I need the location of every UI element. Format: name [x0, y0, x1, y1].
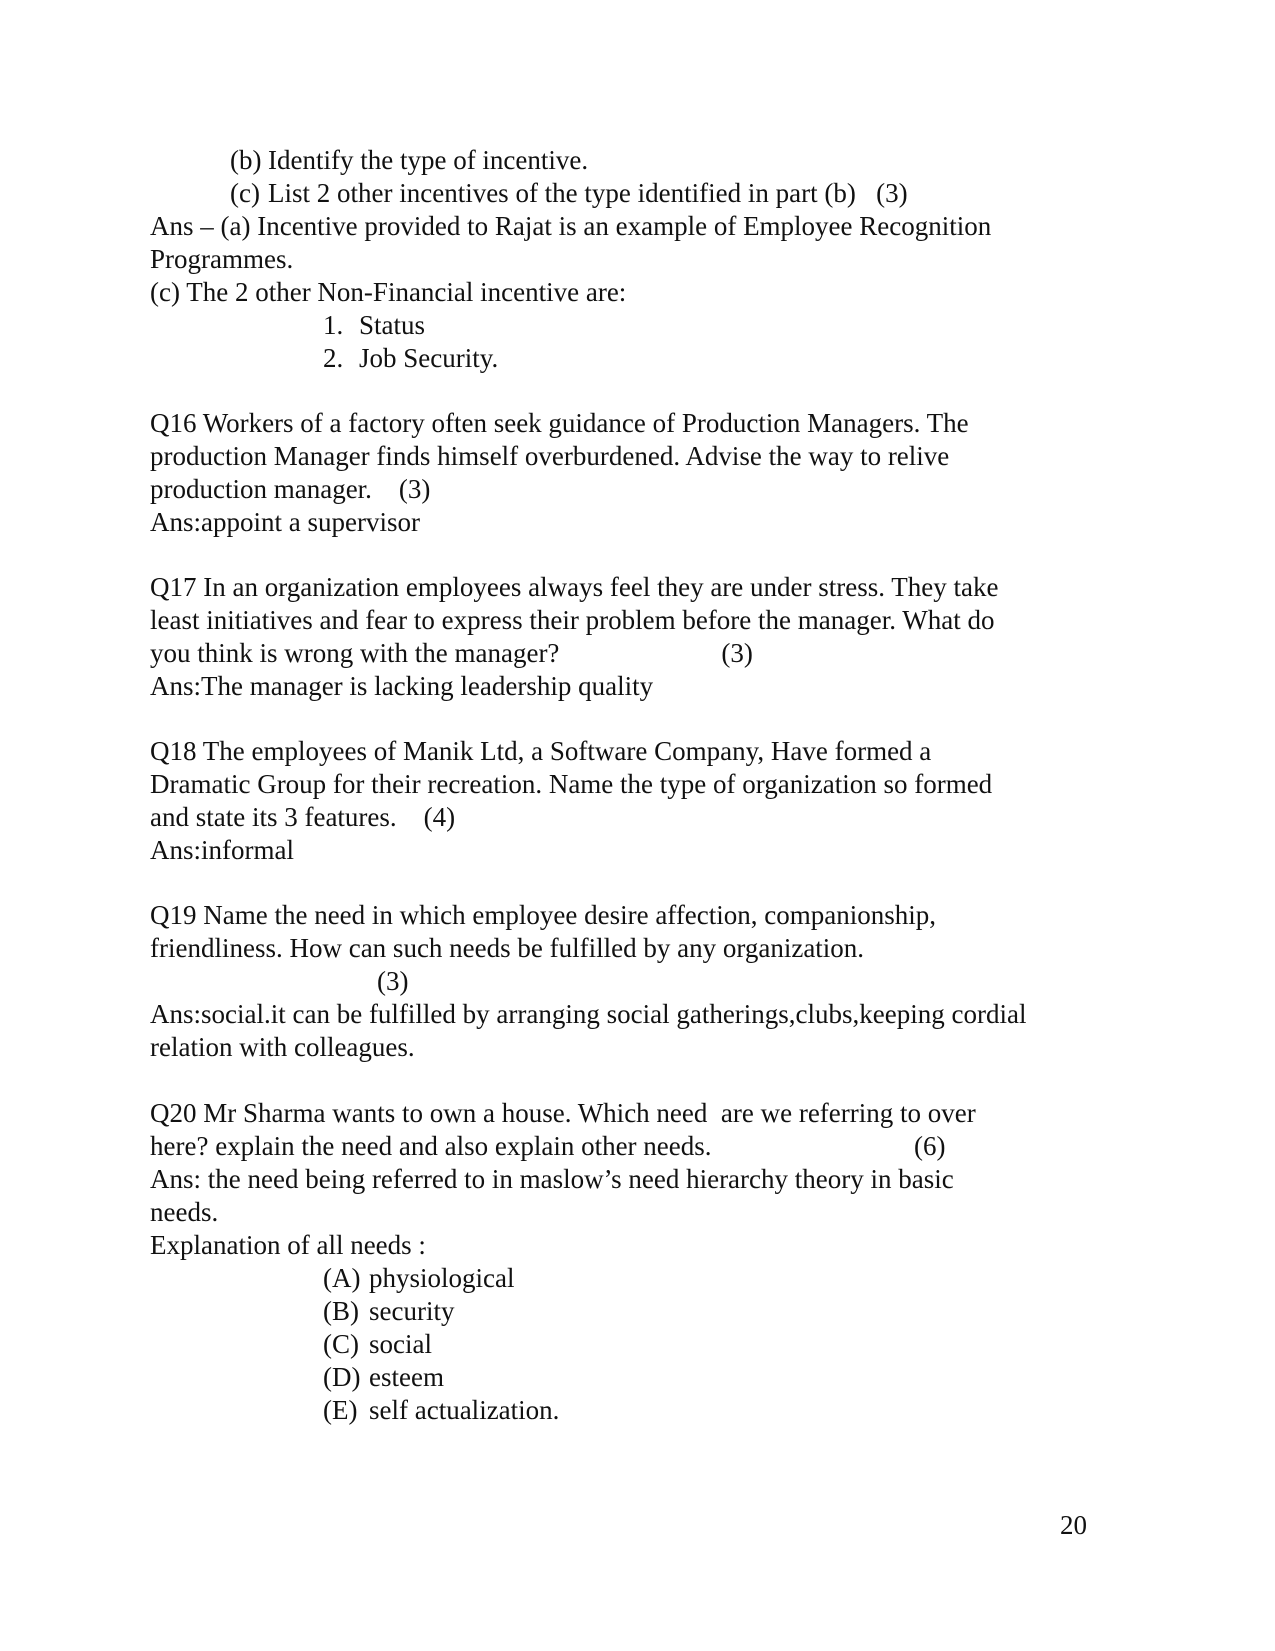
explanation-label: Explanation of all needs : — [150, 1230, 426, 1260]
answer-line: Ans:The manager is lacking leadership quality — [150, 671, 654, 701]
marks-label: (3) — [377, 966, 409, 996]
answer-line: Ans:informal — [150, 835, 294, 865]
question-line: here? explain the need and also explain other needs. (6) — [150, 1131, 946, 1161]
subpart-marker: (b) — [230, 145, 262, 175]
question-line: production Manager finds himself overburdened. Advise the way to relive — [150, 441, 950, 471]
question-line: Q17 In an organization employees always feel they are under stress. They take — [150, 572, 999, 602]
list-item-text: Status — [359, 310, 426, 340]
need-marker: (B) — [323, 1296, 359, 1326]
need-marker: (E) — [323, 1395, 358, 1425]
answer-line: Ans:social.it can be fulfilled by arranging social gatherings,clubs,keeping cordial — [150, 999, 1027, 1029]
need-text: social — [369, 1329, 432, 1359]
question-line: you think is wrong with the manager? (3) — [150, 638, 753, 668]
list-item-text: Job Security. — [359, 343, 499, 373]
answer-line: Ans – (a) Incentive provided to Rajat is an example of Employee Recognition — [150, 211, 992, 241]
question-line: Dramatic Group for their recreation. Name the type of organization so formed — [150, 769, 993, 799]
need-marker: (A) — [323, 1263, 361, 1293]
need-text: esteem — [369, 1362, 444, 1392]
subpart-text: List 2 other incentives of the type identified in part (b) (3) — [268, 178, 908, 208]
need-marker: (D) — [323, 1362, 361, 1392]
subpart-b — [230, 143, 588, 177]
question-line: Q20 Mr Sharma wants to own a house. Which need are we referring to over — [150, 1098, 976, 1128]
list-item — [323, 341, 498, 375]
need-item — [323, 1294, 454, 1328]
subpart-text: Identify the type of incentive. — [268, 145, 589, 175]
question-line: Q18 The employees of Manik Ltd, a Software Company, Have formed a — [150, 736, 932, 766]
list-marker: 1. — [323, 310, 344, 340]
need-text: self actualization. — [369, 1395, 560, 1425]
page-number: 20 — [1060, 1510, 1087, 1540]
question-line: production manager. (3) — [150, 474, 431, 504]
answer-line: Ans:appoint a supervisor — [150, 507, 420, 537]
subpart-marker: (c) — [230, 178, 260, 208]
subpart-c — [230, 176, 908, 210]
answer-line: Ans: the need being referred to in maslow’s need hierarchy theory in basic — [150, 1164, 954, 1194]
need-item — [323, 1261, 514, 1295]
need-item — [323, 1327, 432, 1361]
need-marker: (C) — [323, 1329, 359, 1359]
answer-line: (c) The 2 other Non-Financial incentive are: — [150, 277, 627, 307]
list-marker: 2. — [323, 343, 344, 373]
need-item — [323, 1393, 559, 1427]
question-line: Q16 Workers of a factory often seek guidance of Production Managers. The — [150, 408, 969, 438]
answer-line: relation with colleagues. — [150, 1032, 415, 1062]
question-line: friendliness. How can such needs be fulfilled by any organization. — [150, 933, 865, 963]
need-text: physiological — [369, 1263, 515, 1293]
need-text: security — [369, 1296, 455, 1326]
list-item — [323, 308, 425, 342]
question-line: least initiatives and fear to express their problem before the manager. What do — [150, 605, 995, 635]
question-line: Q19 Name the need in which employee desire affection, companionship, — [150, 900, 937, 930]
answer-line: needs. — [150, 1197, 219, 1227]
need-item — [323, 1360, 444, 1394]
question-line: and state its 3 features. (4) — [150, 802, 456, 832]
answer-line: Programmes. — [150, 244, 294, 274]
